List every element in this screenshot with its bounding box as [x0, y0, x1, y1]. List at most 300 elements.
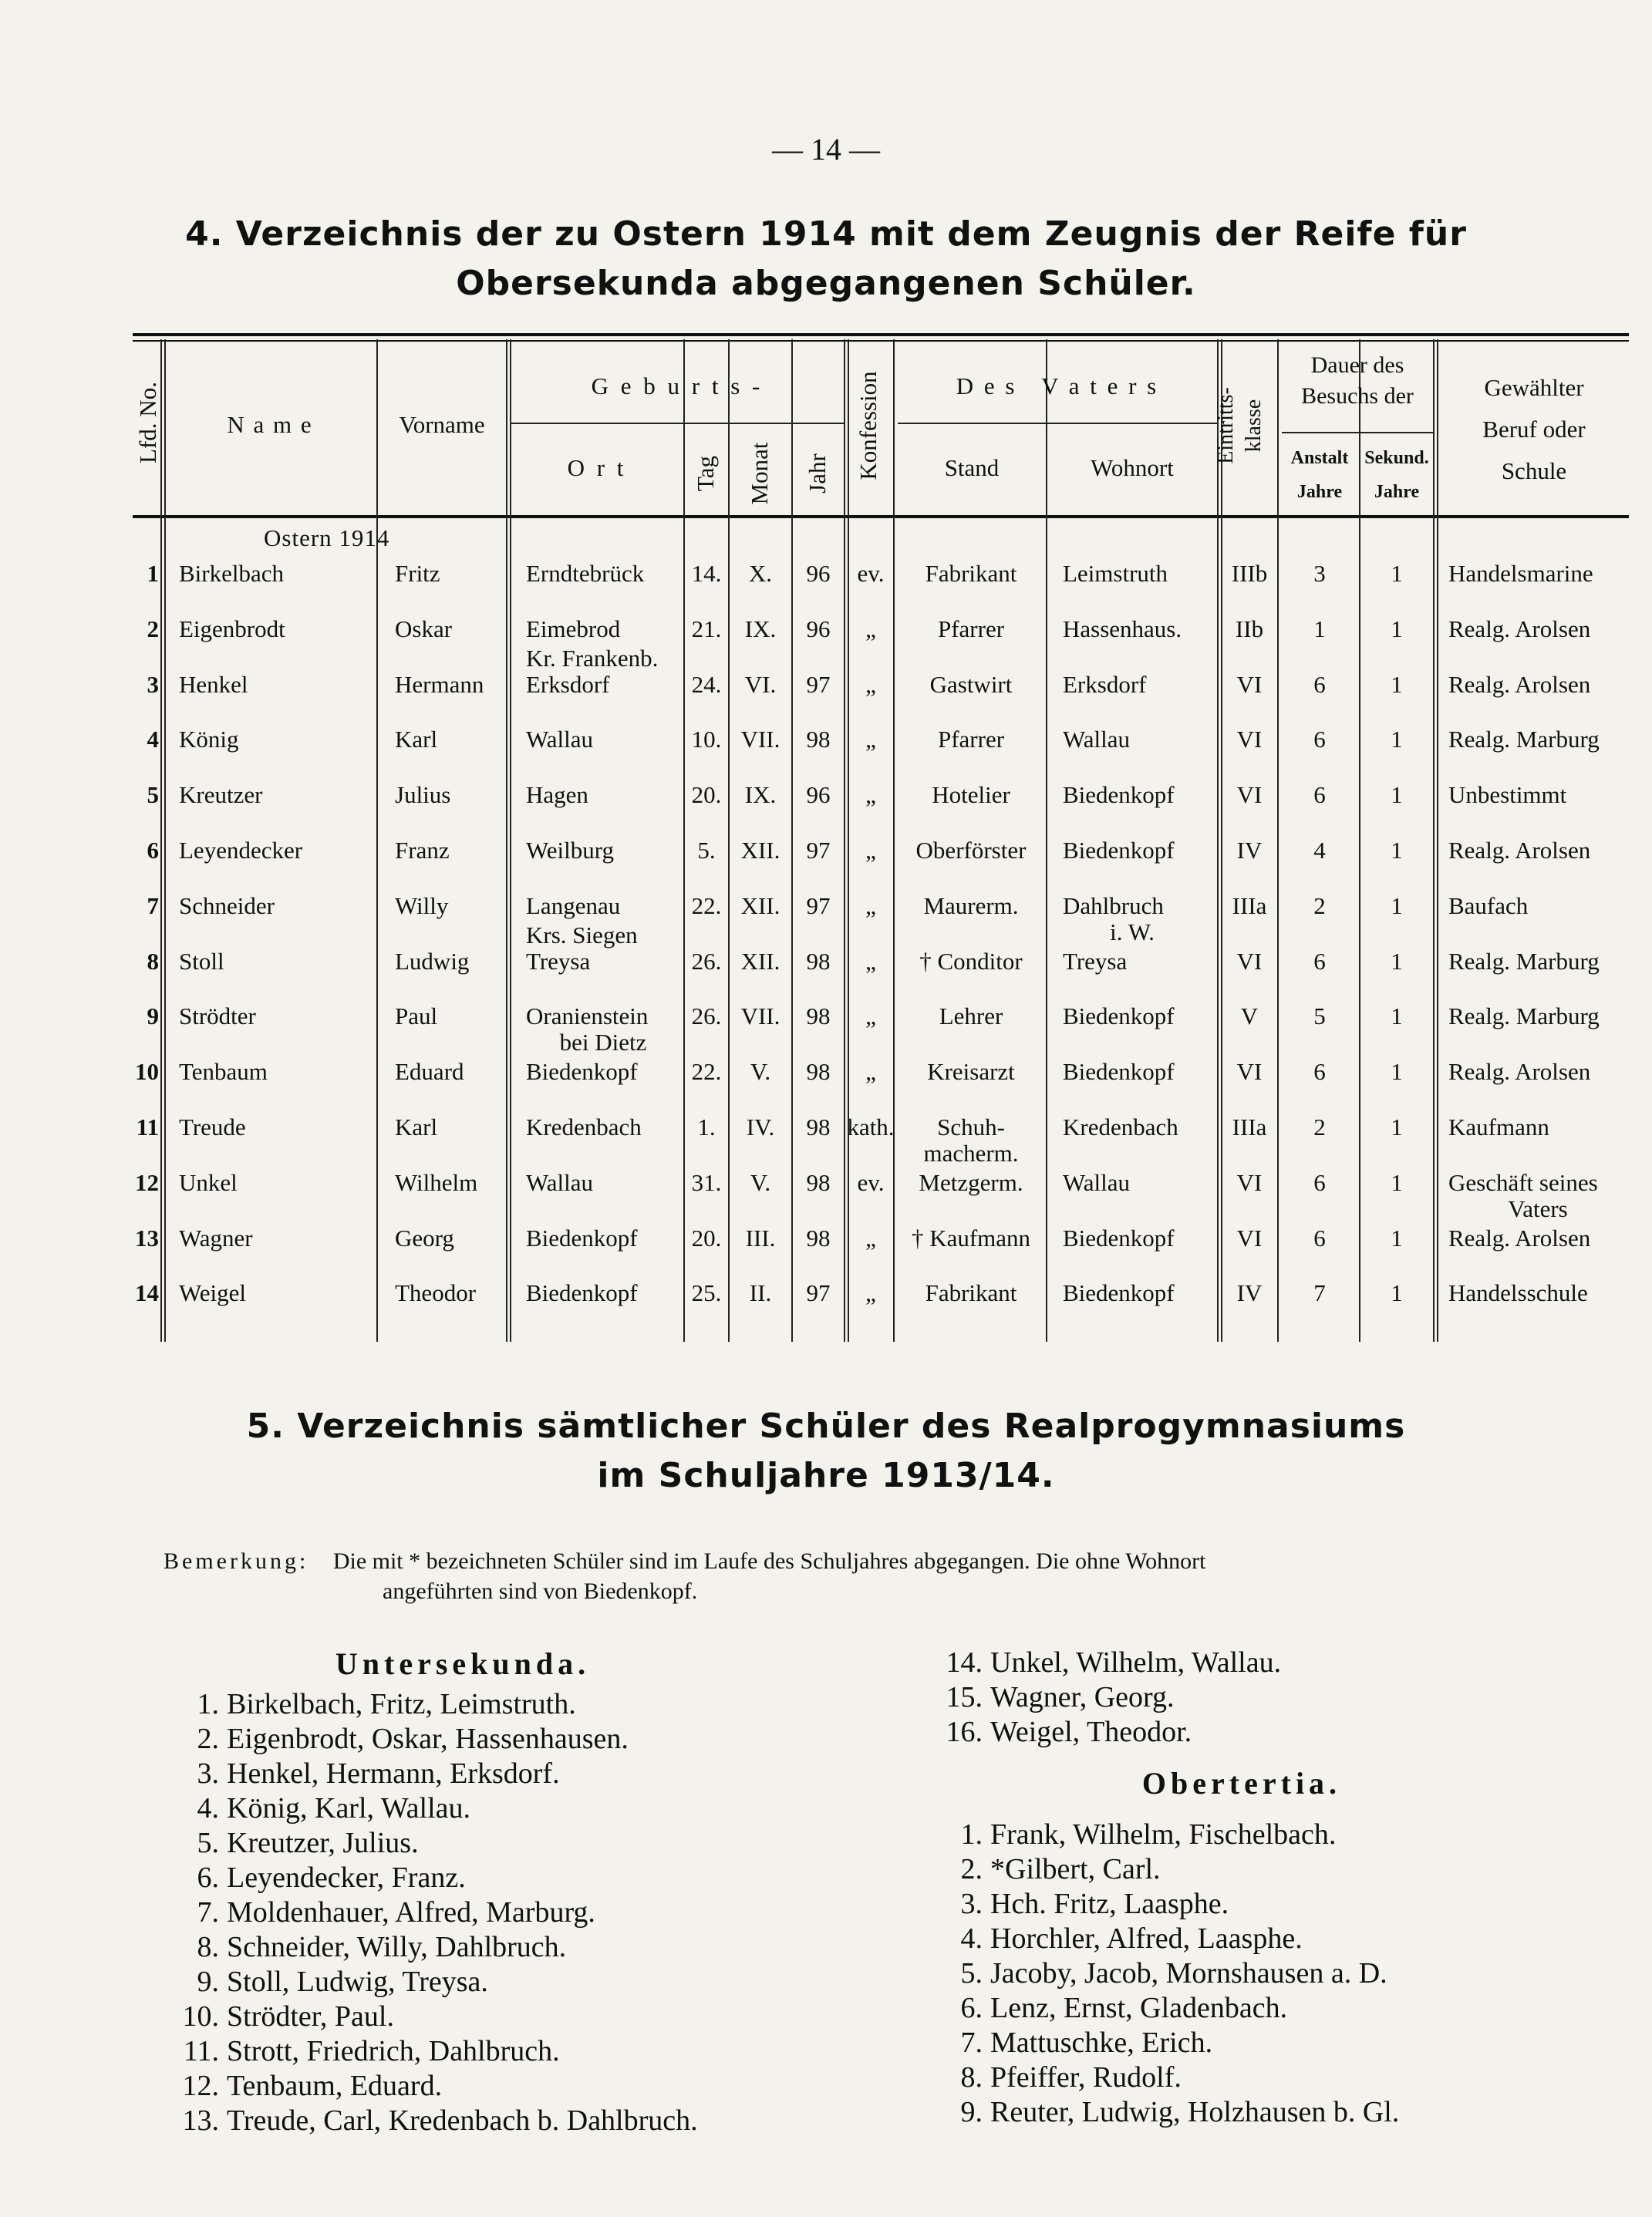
cell-sekund: 1 — [1391, 1279, 1403, 1307]
cell-monat: VII. — [740, 726, 780, 753]
cell-nr: 9 — [147, 1002, 159, 1030]
vaters-subline — [898, 423, 1217, 424]
cell-vorname: Fritz — [395, 560, 440, 587]
cell-tag: 22. — [691, 891, 722, 919]
cell-stand: Metzgerm. — [919, 1168, 1023, 1196]
cell-wohnort: Kredenbach — [1063, 1114, 1178, 1141]
header-eintrittsklasse — [1212, 349, 1274, 503]
cell-vorname: Wilhelm — [395, 1168, 478, 1196]
cell-name: Schneider — [179, 891, 275, 919]
cell-name: Eigenbrodt — [179, 615, 285, 642]
cell-vorname: Theodor — [395, 1279, 477, 1307]
cell-name: Strödter — [179, 1002, 256, 1030]
cell-nr: 6 — [147, 837, 159, 864]
list-item-text: Birkelbach, Fritz, Leimstruth. — [227, 1688, 576, 1720]
cell-sekund: 1 — [1391, 615, 1403, 642]
section5-title-line2: im Schuljahre 1913/14. — [597, 1456, 1055, 1495]
list-item — [162, 2104, 872, 2138]
remark-label: Bemerkung: — [164, 1548, 309, 1574]
untersekunda-list-continued — [925, 1646, 1635, 1750]
list-item-text: Henkel, Hermann, Erksdorf. — [227, 1757, 560, 1790]
cell-wohnort: Erksdorf — [1063, 670, 1147, 698]
header-anstalt — [1280, 441, 1359, 509]
cell-wohnort-post: i. W. — [1110, 918, 1155, 945]
list-item — [162, 1930, 872, 1965]
right-column — [925, 1646, 1635, 2130]
list-item-number: 4. — [960, 1922, 983, 1955]
cell-sekund: 1 — [1391, 1224, 1403, 1252]
cell-konf: ev. — [857, 560, 885, 587]
cell-klasse: IIb — [1235, 615, 1264, 642]
cell-jahr: 96 — [806, 781, 831, 809]
cell-wohnort: Wallau — [1063, 726, 1131, 753]
cell-ort: Hagen — [526, 781, 588, 809]
cell-sekund: 1 — [1391, 947, 1403, 975]
cell-jahr: 98 — [806, 1224, 831, 1252]
cell-klasse: VI — [1236, 1224, 1263, 1252]
list-item-text: Horchler, Alfred, Laasphe. — [990, 1922, 1303, 1955]
cell-nr: 8 — [147, 947, 159, 975]
cell-konf: „ — [865, 726, 876, 753]
header-tag: Tag — [692, 455, 719, 492]
untersekunda-column — [162, 1641, 872, 2138]
cell-anstalt: 6 — [1313, 1224, 1326, 1252]
cell-jahr: 96 — [806, 560, 831, 587]
cell-stand: Fabrikant — [925, 560, 1017, 587]
cell-ort-pre: Krs. Siegen — [526, 921, 638, 948]
cell-monat: IX. — [744, 781, 777, 809]
cell-tag: 10. — [691, 726, 722, 753]
section5-heading — [0, 1402, 1652, 1501]
cell-anstalt: 5 — [1313, 1002, 1326, 1030]
cell-tag: 25. — [691, 1279, 722, 1307]
list-item-text: Kreutzer, Julius. — [227, 1827, 419, 1859]
cell-nr: 10 — [135, 1058, 159, 1086]
cell-beruf: Realg. Marburg — [1448, 1002, 1600, 1030]
header-eintritts: Eintritts- — [1214, 387, 1238, 464]
cell-stand-post: macherm. — [923, 1140, 1019, 1167]
cell-konf: „ — [865, 1002, 876, 1030]
list-item-text: König, Karl, Wallau. — [227, 1792, 471, 1824]
list-item-number: 1. — [960, 1818, 983, 1851]
cell-stand: Pfarrer — [937, 615, 1005, 642]
list-item-number: 3. — [960, 1888, 983, 1920]
cell-beruf: Realg. Arolsen — [1448, 1224, 1591, 1252]
cell-stand: Maurerm. — [923, 891, 1019, 919]
list-item — [925, 1818, 1635, 1852]
cell-klasse: VI — [1236, 726, 1263, 753]
cell-sekund: 1 — [1391, 726, 1403, 753]
header-anstalt-label: Anstalt — [1290, 448, 1349, 468]
cell-beruf: Handelsschule — [1448, 1279, 1588, 1307]
cell-monat: VII. — [740, 1002, 780, 1030]
list-item-number: 13. — [182, 2104, 219, 2137]
list-item-text: *Gilbert, Carl. — [990, 1853, 1161, 1885]
cell-name: Birkelbach — [179, 560, 285, 587]
list-item-text: Frank, Wilhelm, Fischelbach. — [990, 1818, 1337, 1851]
cell-anstalt: 6 — [1313, 670, 1326, 698]
list-item — [162, 2034, 872, 2069]
cell-ort: Eimebrod — [526, 615, 621, 642]
header-dauer-line1: Dauer des — [1310, 352, 1404, 378]
cell-sekund: 1 — [1391, 781, 1403, 809]
group-label-ostern: Ostern 1914 — [264, 524, 390, 551]
cell-nr: 11 — [136, 1114, 159, 1141]
list-item-text: Stoll, Ludwig, Treysa. — [227, 1966, 488, 1998]
cell-anstalt: 2 — [1313, 1114, 1326, 1141]
cell-jahr: 98 — [806, 947, 831, 975]
cell-stand: Gastwirt — [929, 670, 1013, 698]
cell-beruf-post: Vaters — [1508, 1194, 1568, 1222]
list-item-number: 14. — [946, 1646, 983, 1679]
list-item-text: Strödter, Paul. — [227, 2000, 394, 2033]
cell-klasse: IIIa — [1232, 1114, 1267, 1141]
cell-vorname: Willy — [395, 891, 449, 919]
remark-text-continued: angeführten sind von Biedenkopf. — [383, 1579, 698, 1604]
cell-jahr: 97 — [806, 1279, 831, 1307]
list-item — [925, 1680, 1635, 1715]
cell-anstalt: 6 — [1313, 1168, 1326, 1196]
cell-nr: 14 — [135, 1279, 159, 1307]
list-item-number: 5. — [960, 1957, 983, 1990]
cell-stand: Oberförster — [915, 837, 1027, 864]
cell-anstalt: 6 — [1313, 781, 1326, 809]
list-item-number: 2. — [960, 1853, 983, 1885]
cell-name: Stoll — [179, 947, 224, 975]
list-item — [162, 2069, 872, 2104]
list-item-text: Pfeiffer, Rudolf. — [990, 2061, 1182, 2094]
cell-wohnort: Dahlbruch — [1063, 891, 1164, 919]
cell-stand: Fabrikant — [925, 1279, 1017, 1307]
list-item — [162, 1826, 872, 1861]
col-line — [376, 339, 378, 1342]
cell-wohnort: Biedenkopf — [1063, 1224, 1175, 1252]
cell-beruf: Realg. Marburg — [1448, 726, 1600, 753]
cell-name: Kreutzer — [179, 781, 263, 809]
cell-ort: Erndtebrück — [526, 560, 645, 587]
header-klasse: klasse — [1242, 399, 1266, 453]
cell-monat: VI. — [744, 670, 777, 698]
cell-ort: Oranienstein — [526, 1002, 649, 1030]
cell-klasse: IV — [1236, 837, 1263, 864]
header-lfd-nr: Lfd. No. — [134, 382, 161, 463]
list-item-number: 4. — [197, 1792, 219, 1824]
cell-ort: Biedenkopf — [526, 1058, 638, 1086]
cell-anstalt: 3 — [1313, 560, 1326, 587]
cell-tag: 31. — [691, 1168, 722, 1196]
cell-vorname: Franz — [395, 837, 450, 864]
list-item-number: 7. — [197, 1896, 219, 1929]
cell-nr: 1 — [147, 560, 159, 587]
cell-stand: † Kaufmann — [911, 1224, 1031, 1252]
list-item-number: 6. — [960, 1992, 983, 2024]
list-item-text: Weigel, Theodor. — [990, 1716, 1192, 1748]
cell-tag: 14. — [691, 560, 722, 587]
list-item — [925, 1715, 1635, 1750]
list-item — [162, 2000, 872, 2034]
list-item-number: 2. — [197, 1723, 219, 1755]
col-line — [1433, 339, 1435, 1342]
table-header-rule — [133, 515, 1629, 518]
cell-ort-post: bei Dietz — [559, 1029, 647, 1056]
cell-vorname: Oskar — [395, 615, 453, 642]
list-item — [925, 1887, 1635, 1922]
cell-klasse: VI — [1236, 670, 1263, 698]
cell-wohnort: Biedenkopf — [1063, 781, 1175, 809]
cell-wohnort: Biedenkopf — [1063, 1279, 1175, 1307]
section4-heading — [0, 210, 1652, 308]
cell-ort: Treysa — [526, 947, 591, 975]
cell-wohnort: Treysa — [1063, 947, 1128, 975]
cell-jahr: 98 — [806, 1114, 831, 1141]
list-item-number: 10. — [182, 2000, 219, 2033]
header-ort: O r t — [567, 454, 627, 481]
obertertia-list — [925, 1818, 1635, 2130]
section5-title-line1: 5. Verzeichnis sämtlicher Schüler des Realprogymnasiums — [246, 1407, 1406, 1446]
cell-vorname: Karl — [395, 726, 438, 753]
cell-nr: 12 — [135, 1168, 159, 1196]
cell-jahr: 97 — [806, 837, 831, 864]
cell-tag: 26. — [691, 1002, 722, 1030]
cell-jahr: 96 — [806, 615, 831, 642]
cell-vorname: Eduard — [395, 1058, 464, 1086]
cell-ort: Biedenkopf — [526, 1224, 638, 1252]
cell-stand: Kreisarzt — [927, 1058, 1015, 1086]
cell-name: Leyendecker — [179, 837, 303, 864]
cell-nr: 7 — [147, 891, 159, 919]
list-item-number: 3. — [197, 1757, 219, 1790]
list-item-text: Tenbaum, Eduard. — [227, 2070, 443, 2102]
list-item-number: 15. — [946, 1681, 983, 1713]
cell-anstalt: 4 — [1313, 837, 1326, 864]
cell-klasse: IIIa — [1232, 891, 1267, 919]
section4-title-line1: 4. Verzeichnis der zu Ostern 1914 mit dem Zeugnis der Reife für — [185, 214, 1467, 254]
header-dauer — [1282, 350, 1433, 412]
cell-vorname: Georg — [395, 1224, 454, 1252]
cell-ort: Wallau — [526, 1168, 594, 1196]
cell-wohnort: Wallau — [1063, 1168, 1131, 1196]
cell-jahr: 98 — [806, 726, 831, 753]
col-line — [1046, 339, 1047, 1342]
cell-ort: Weilburg — [526, 837, 615, 864]
list-item — [925, 1991, 1635, 2026]
cell-stand: Hotelier — [932, 781, 1010, 809]
cell-sekund: 1 — [1391, 837, 1403, 864]
cell-sekund: 1 — [1391, 1002, 1403, 1030]
cell-tag: 26. — [691, 947, 722, 975]
cell-tag: 1. — [697, 1114, 716, 1141]
cell-sekund: 1 — [1391, 670, 1403, 698]
table-top-rule — [133, 333, 1629, 336]
cell-vorname: Ludwig — [395, 947, 470, 975]
list-item-text: Jacoby, Jacob, Mornshausen a. D. — [990, 1957, 1387, 1990]
cell-beruf: Realg. Arolsen — [1448, 837, 1591, 864]
cell-beruf: Realg. Arolsen — [1448, 670, 1591, 698]
untersekunda-list — [162, 1687, 872, 2138]
list-item-number: 16. — [946, 1716, 983, 1748]
remark-text: Die mit * bezeichneten Schüler sind im Laufe des Schuljahres abgegangen. Die ohne Wohnort — [332, 1548, 1206, 1574]
cell-nr: 13 — [135, 1224, 159, 1252]
cell-ort: Wallau — [526, 726, 594, 753]
cell-klasse: VI — [1236, 947, 1263, 975]
cell-klasse: V — [1240, 1002, 1259, 1030]
list-item — [162, 1791, 872, 1826]
cell-tag: 22. — [691, 1058, 722, 1086]
cell-konf: „ — [865, 615, 876, 642]
cell-konf: „ — [865, 947, 876, 975]
cell-monat: IX. — [744, 615, 777, 642]
list-item-text: Treude, Carl, Kredenbach b. Dahlbruch. — [227, 2104, 698, 2137]
list-item-number: 9. — [960, 2096, 983, 2128]
dauer-subline — [1282, 432, 1433, 433]
cell-tag: 20. — [691, 1224, 722, 1252]
header-vorname: Vorname — [399, 411, 485, 438]
list-item-text: Mattuschke, Erich. — [990, 2027, 1213, 2059]
cell-tag: 24. — [691, 670, 722, 698]
cell-wohnort: Biedenkopf — [1063, 1058, 1175, 1086]
cell-beruf: Baufach — [1448, 891, 1529, 919]
header-name: N a m e — [227, 411, 313, 438]
cell-konf: kath. — [847, 1114, 895, 1141]
cell-jahr: 98 — [806, 1168, 831, 1196]
cell-beruf: Geschäft seines — [1448, 1168, 1598, 1196]
list-item — [162, 1895, 872, 1930]
cell-monat: IV. — [746, 1114, 775, 1141]
cell-klasse: VI — [1236, 781, 1263, 809]
header-konfession: Konfession — [855, 371, 882, 480]
list-item — [925, 1646, 1635, 1680]
cell-konf: „ — [865, 891, 876, 919]
list-item-number: 5. — [197, 1827, 219, 1859]
header-wohnort: Wohnort — [1091, 454, 1174, 481]
cell-stand: Schuh- — [937, 1114, 1005, 1141]
cell-name: Wagner — [179, 1224, 253, 1252]
col-line — [160, 339, 162, 1342]
list-item-number: 1. — [197, 1688, 219, 1720]
remark-line — [164, 1545, 1613, 1579]
header-jahre2: Jahre — [1374, 482, 1420, 502]
cell-monat: III. — [745, 1224, 776, 1252]
cell-beruf: Realg. Marburg — [1448, 947, 1600, 975]
cell-name: Weigel — [179, 1279, 247, 1307]
cell-anstalt: 1 — [1313, 615, 1326, 642]
list-item — [925, 1922, 1635, 1956]
cell-beruf: Kaufmann — [1448, 1114, 1549, 1141]
list-item-text: Wagner, Georg. — [990, 1681, 1175, 1713]
geburts-subline — [511, 423, 844, 424]
list-item-number: 12. — [182, 2070, 219, 2102]
cell-jahr: 97 — [806, 891, 831, 919]
cell-ort: Biedenkopf — [526, 1279, 638, 1307]
cell-ort-pre: Kr. Frankenb. — [526, 644, 659, 672]
cell-sekund: 1 — [1391, 1114, 1403, 1141]
header-beruf-line1: Gewählter — [1484, 374, 1584, 401]
cell-sekund: 1 — [1391, 1058, 1403, 1086]
cell-wohnort: Biedenkopf — [1063, 1002, 1175, 1030]
cell-stand: Lehrer — [939, 1002, 1003, 1030]
cell-stand: † Conditor — [919, 947, 1023, 975]
cell-wohnort: Leimstruth — [1063, 560, 1168, 587]
obertertia-title: Obertertia. — [1141, 1766, 1342, 1801]
list-item — [162, 1861, 872, 1895]
cell-konf: „ — [865, 1058, 876, 1086]
cell-monat: II. — [749, 1279, 772, 1307]
cell-nr: 4 — [147, 726, 159, 753]
cell-klasse: IIIb — [1231, 560, 1268, 587]
cell-sekund: 1 — [1391, 1168, 1403, 1196]
section4-title-line2: Obersekunda abgegangenen Schüler. — [456, 264, 1196, 303]
header-jahre1: Jahre — [1296, 482, 1343, 502]
list-item — [925, 1956, 1635, 1991]
list-item — [925, 2095, 1635, 2130]
cell-anstalt: 6 — [1313, 947, 1326, 975]
col-line — [844, 339, 845, 1342]
cell-konf: „ — [865, 670, 876, 698]
header-beruf-line3: Schule — [1501, 457, 1567, 484]
cell-jahr: 98 — [806, 1002, 831, 1030]
cell-ort: Kredenbach — [526, 1114, 642, 1141]
cell-konf: ev. — [857, 1168, 885, 1196]
cell-beruf: Handelsmarine — [1448, 560, 1593, 587]
list-item-text: Leyendecker, Franz. — [227, 1862, 466, 1894]
cell-ort: Langenau — [526, 891, 621, 919]
cell-anstalt: 6 — [1313, 726, 1326, 753]
list-item-number: 8. — [197, 1931, 219, 1963]
cell-tag: 20. — [691, 781, 722, 809]
cell-nr: 5 — [147, 781, 159, 809]
list-item-text: Lenz, Ernst, Gladenbach. — [990, 1992, 1288, 2024]
cell-wohnort: Biedenkopf — [1063, 837, 1175, 864]
list-item-number: 9. — [197, 1966, 219, 1998]
cell-name: Unkel — [179, 1168, 238, 1196]
list-item-number: 6. — [197, 1862, 219, 1894]
cell-nr: 3 — [147, 670, 159, 698]
cell-name: König — [179, 726, 239, 753]
list-item-number: 7. — [960, 2027, 983, 2059]
cell-nr: 2 — [147, 615, 159, 642]
cell-stand: Pfarrer — [937, 726, 1005, 753]
cell-sekund: 1 — [1391, 560, 1403, 587]
header-beruf — [1439, 367, 1629, 492]
list-item-text: Strott, Friedrich, Dahlbruch. — [227, 2035, 560, 2067]
cell-klasse: VI — [1236, 1058, 1263, 1086]
header-beruf-line2: Beruf oder — [1482, 416, 1586, 443]
cell-ort: Erksdorf — [526, 670, 610, 698]
untersekunda-title: Untersekunda. — [335, 1646, 591, 1681]
header-geburts: G e b u r t s - — [591, 372, 764, 399]
header-stand: Stand — [944, 454, 1000, 481]
list-item-text: Hch. Fritz, Laasphe. — [990, 1888, 1229, 1920]
list-item — [162, 1722, 872, 1757]
cell-name: Treude — [179, 1114, 246, 1141]
list-item — [162, 1757, 872, 1791]
cell-vorname: Hermann — [395, 670, 484, 698]
list-item — [925, 2060, 1635, 2095]
cell-anstalt: 7 — [1313, 1279, 1326, 1307]
cell-beruf: Realg. Arolsen — [1448, 615, 1591, 642]
cell-anstalt: 6 — [1313, 1058, 1326, 1086]
list-item-text: Moldenhauer, Alfred, Marburg. — [227, 1896, 595, 1929]
cell-name: Henkel — [179, 670, 248, 698]
cell-konf: „ — [865, 1279, 876, 1307]
cell-konf: „ — [865, 837, 876, 864]
cell-sekund: 1 — [1391, 891, 1403, 919]
header-monat: Monat — [746, 442, 773, 505]
cell-klasse: IV — [1236, 1279, 1263, 1307]
cell-beruf: Realg. Arolsen — [1448, 1058, 1591, 1086]
cell-jahr: 97 — [806, 670, 831, 698]
list-item — [925, 1852, 1635, 1887]
